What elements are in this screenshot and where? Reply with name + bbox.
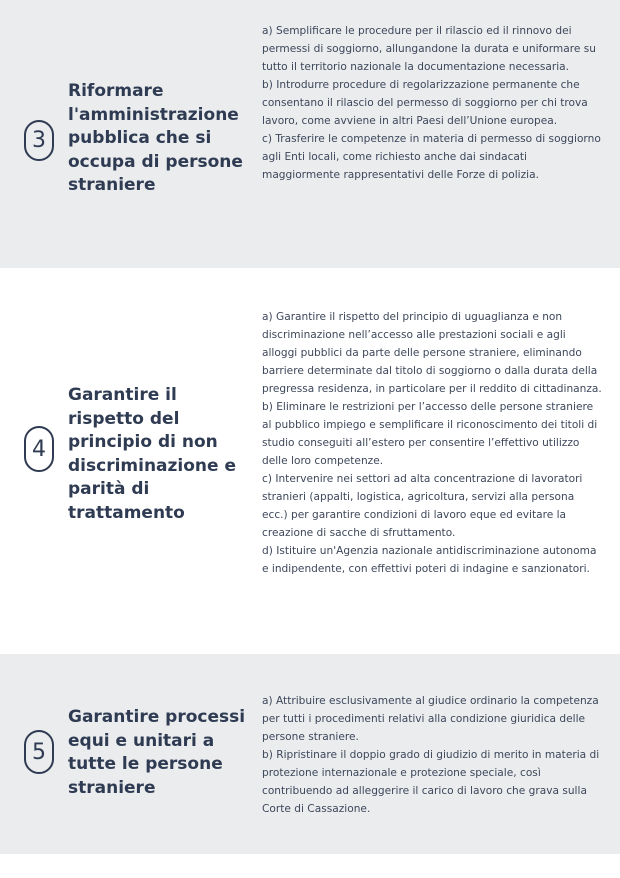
point-d: d) Istituire un'Agenzia nazionale antidiscriminazione autonoma e indipendente, con effettivi poteri di indagine e sanzionatori. xyxy=(262,545,597,575)
point-b: b) Eliminare le restrizioni per l’accesso delle persone straniere al pubblico impiego e semplificare il riconoscimento dei titoli di studio conseguiti all’estero per consentire l’effettivo utilizzo delle loro competenze. xyxy=(262,401,598,467)
point-a: a) Semplificare le procedure per il rilascio ed il rinnovo dei permessi di soggiorno, allungandone la durata e uniformare su tutto il territorio nazionale la documentazione necessaria. xyxy=(262,25,596,73)
point-a: a) Garantire il rispetto del principio di uguaglianza e non discriminazione nell’accesso alle prestazioni sociali e agli alloggi pubblici da parte delle persone straniere, eliminando barriere determinate dal titolo di soggiorno o dalla durata della pregressa residenza, in particolare per il reddito di cittadinanza. xyxy=(262,311,602,395)
point-b: b) Ripristinare il doppio grado di giudizio di merito in materia di protezione internazionale e protezione speciale, così contribuendo ad alleggerire il carico di lavoro che grava sulla Corte di Cassazione. xyxy=(262,749,600,815)
section-title: Riformare l'amministrazione pubblica che si occupa di persone straniere xyxy=(68,81,243,195)
point-b: b) Introdurre procedure di regolarizzazione permanente che consentano il rilascio del permesso di soggiorno per chi trova lavoro, come avviene in altri Paesi dell’Unione europea. xyxy=(262,79,588,127)
section-body xyxy=(262,22,602,184)
section-number-badge: 5 xyxy=(24,730,54,774)
section-3 xyxy=(0,0,620,268)
point-a: a) Attribuire esclusivamente al giudice ordinario la competenza per tutti i procedimenti relativi alla condizione giuridica delle persone straniere. xyxy=(262,695,599,743)
section-title: Garantire il rispetto del principio di non discriminazione e parità di trattamento xyxy=(68,385,236,523)
section-body xyxy=(262,692,602,818)
section-4 xyxy=(0,268,620,654)
section-body xyxy=(262,308,602,578)
section-5 xyxy=(0,654,620,854)
point-c: c) Intervenire nei settori ad alta concentrazione di lavoratori stranieri (appalti, logistica, agricoltura, servizi alla persona ecc.) per garantire condizioni di lavoro eque ed evitare la creazione di sacche di sfruttamento. xyxy=(262,473,583,539)
point-c: c) Trasferire le competenze in materia di permesso di soggiorno agli Enti locali, come richiesto anche dai sindacati maggiormente rappresentativi delle Forze di polizia. xyxy=(262,133,601,181)
section-number-badge: 4 xyxy=(24,426,54,472)
section-title: Garantire processi equi e unitari a tutte le persone straniere xyxy=(68,707,246,798)
section-number-badge: 3 xyxy=(24,120,54,161)
